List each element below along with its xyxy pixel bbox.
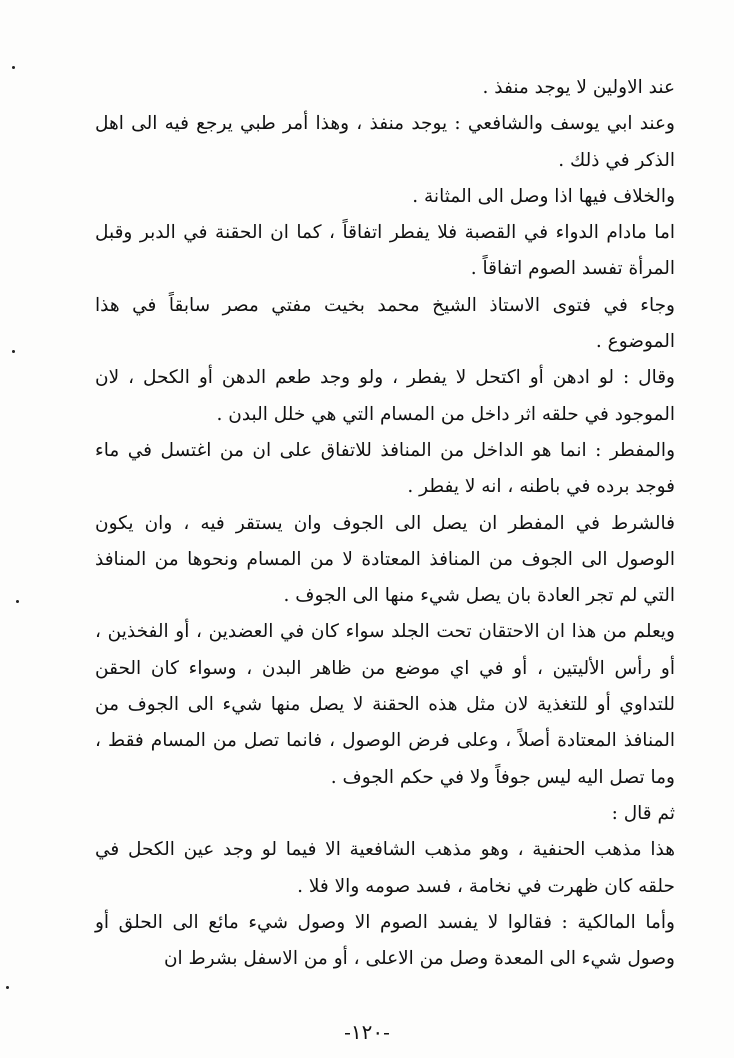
paragraph-5: وجاء في فتوى الاستاذ الشيخ محمد بخيت مفتي مصر سابقاً في هذا الموضوع . [95, 294, 675, 353]
paragraph-10: ثم قال : [611, 802, 675, 824]
paragraph-6: وقال : لو ادهن أو اكتحل لا يفطر ، ولو وجد طعم الدهن أو الكحل ، لان الموجود في حلقه اثر داخل من المسام التي هي خلل البدن . [95, 367, 675, 425]
paragraph-9: ويعلم من هذا ان الاحتقان تحت الجلد سواء كان في العضدين ، أو الفخذين ، أو رأس الأليتين ، أو في اي موضع من ظاهر البدن ، وسواء كان الحقن للتداوي أو للتغذية لان مثل هذه الحقنة لا يصل منها شيء الى الجوف من المنافذ المعتادة أصلاً ، وعلى فرض الوصول ، فانما تصل من المسام فقط ، وما تصل اليه ليس جوفاً ولا في حكم الجوف . [95, 621, 675, 788]
scan-speck [12, 350, 15, 353]
paragraph-2: وعند ابي يوسف والشافعي : يوجد منفذ ، وهذا أمر طبي يرجع فيه الى اهل الذكر في ذلك . [95, 113, 675, 171]
page-number: -١٢٠- [344, 1020, 390, 1044]
paragraph-7: والمفطر : انما هو الداخل من المنافذ للاتفاق على ان من اغتسل في ماء فوجد برده في باطنه ، انه لا يفطر . [95, 439, 675, 498]
paragraph-8: فالشرط في المفطر ان يصل الى الجوف وان يستقر فيه ، وان يكون الوصول الى الجوف من المنافذ المعتادة لا من المسام ونحوها من المنافذ التي لم تجر العادة بان يصل شيء منها الى الجوف . [95, 512, 675, 607]
paragraph-4: اما مادام الدواء في القصبة فلا يفطر اتفاقاً ، كما ان الحقنة في الدبر وقبل المرأة تفسد الصوم اتفاقاً . [95, 222, 675, 280]
scan-speck [12, 66, 15, 69]
paragraph-12: وأما المالكية : فقالوا لا يفسد الصوم الا وصول شيء مائع الى الحلق أو وصول شيء الى المعدة وصل من الاعلى ، أو من الاسفل بشرط ان [95, 911, 675, 970]
body-text [95, 70, 675, 977]
paragraph-1: عند الاولين لا يوجد منفذ . [482, 77, 675, 98]
scan-speck [6, 986, 9, 989]
paragraph-11: هذا مذهب الحنفية ، وهو مذهب الشافعية الا فيما لو وجد عين الكحل في حلقه كان ظهرت في نخامة ، فسد صومه والا فلا . [95, 839, 675, 897]
paragraph-3: والخلاف فيها اذا وصل الى المثانة . [412, 185, 675, 207]
scan-speck [16, 600, 19, 603]
